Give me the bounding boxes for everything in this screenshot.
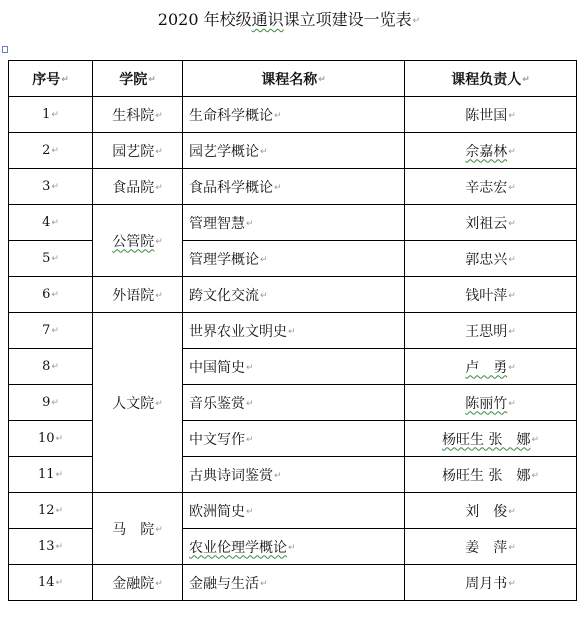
row-college: 人文院↵ — [93, 313, 183, 493]
row-index: 1↵ — [9, 97, 93, 133]
row-college: 金融院↵ — [93, 565, 183, 601]
paragraph-mark-icon: ↵ — [412, 15, 421, 26]
row-owner: 刘 俊↵ — [405, 493, 577, 529]
row-owner: 钱叶萍↵ — [405, 277, 577, 313]
row-index: 2↵ — [9, 133, 93, 169]
row-course: 金融与生活↵ — [183, 565, 405, 601]
row-owner: 陈丽竹↵ — [405, 385, 577, 421]
row-course: 世界农业文明史↵ — [183, 313, 405, 349]
row-course: 古典诗词鉴赏↵ — [183, 457, 405, 493]
page-title — [0, 8, 578, 33]
table-anchor-icon[interactable] — [2, 46, 8, 53]
row-index: 4↵ — [9, 205, 93, 241]
row-course: 欧洲简史↵ — [183, 493, 405, 529]
row-owner: 杨旺生 张 娜↵ — [405, 421, 577, 457]
table-header-row — [9, 61, 577, 97]
header-owner: 课程负责人↵ — [405, 61, 577, 97]
row-college: 公管院↵ — [93, 205, 183, 277]
row-owner: 郭忠兴↵ — [405, 241, 577, 277]
row-course: 管理智慧↵ — [183, 205, 405, 241]
header-college: 学院↵ — [93, 61, 183, 97]
row-owner: 卢 勇↵ — [405, 349, 577, 385]
row-index: 7↵ — [9, 313, 93, 349]
row-course: 园艺学概论↵ — [183, 133, 405, 169]
row-index: 9↵ — [9, 385, 93, 421]
table-row — [9, 205, 577, 241]
table-row — [9, 493, 577, 529]
row-course: 农业伦理学概论↵ — [183, 529, 405, 565]
row-course: 中文写作↵ — [183, 421, 405, 457]
row-course: 音乐鉴赏↵ — [183, 385, 405, 421]
row-index: 13↵ — [9, 529, 93, 565]
row-index: 5↵ — [9, 241, 93, 277]
row-course: 生命科学概论↵ — [183, 97, 405, 133]
row-owner: 刘祖云↵ — [405, 205, 577, 241]
table-row — [9, 277, 577, 313]
row-college: 园艺院↵ — [93, 133, 183, 169]
row-college: 生科院↵ — [93, 97, 183, 133]
row-college: 食品院↵ — [93, 169, 183, 205]
row-index: 11↵ — [9, 457, 93, 493]
table-row — [9, 169, 577, 205]
row-owner: 王思明↵ — [405, 313, 577, 349]
row-college: 马 院↵ — [93, 493, 183, 565]
title-suffix: 课立项建设一览表 — [283, 10, 412, 29]
header-index: 序号↵ — [9, 61, 93, 97]
header-course: 课程名称↵ — [183, 61, 405, 97]
row-course: 跨文化交流↵ — [183, 277, 405, 313]
table-row — [9, 565, 577, 601]
table-row — [9, 97, 577, 133]
row-index: 6↵ — [9, 277, 93, 313]
row-owner: 陈世国↵ — [405, 97, 577, 133]
row-course: 食品科学概论↵ — [183, 169, 405, 205]
table-row — [9, 133, 577, 169]
row-index: 12↵ — [9, 493, 93, 529]
row-college: 外语院↵ — [93, 277, 183, 313]
row-course: 管理学概论↵ — [183, 241, 405, 277]
row-index: 14↵ — [9, 565, 93, 601]
row-owner: 辛志宏↵ — [405, 169, 577, 205]
title-wavy: 通识 — [251, 10, 284, 29]
row-owner: 佘嘉林↵ — [405, 133, 577, 169]
row-owner: 杨旺生 张 娜↵ — [405, 457, 577, 493]
row-course: 中国简史↵ — [183, 349, 405, 385]
row-owner: 周月书↵ — [405, 565, 577, 601]
course-table — [8, 60, 577, 601]
row-index: 10↵ — [9, 421, 93, 457]
row-owner: 姜 萍↵ — [405, 529, 577, 565]
row-index: 3↵ — [9, 169, 93, 205]
table-row — [9, 313, 577, 349]
title-prefix: 2020 年校级 — [157, 10, 252, 29]
row-index: 8↵ — [9, 349, 93, 385]
